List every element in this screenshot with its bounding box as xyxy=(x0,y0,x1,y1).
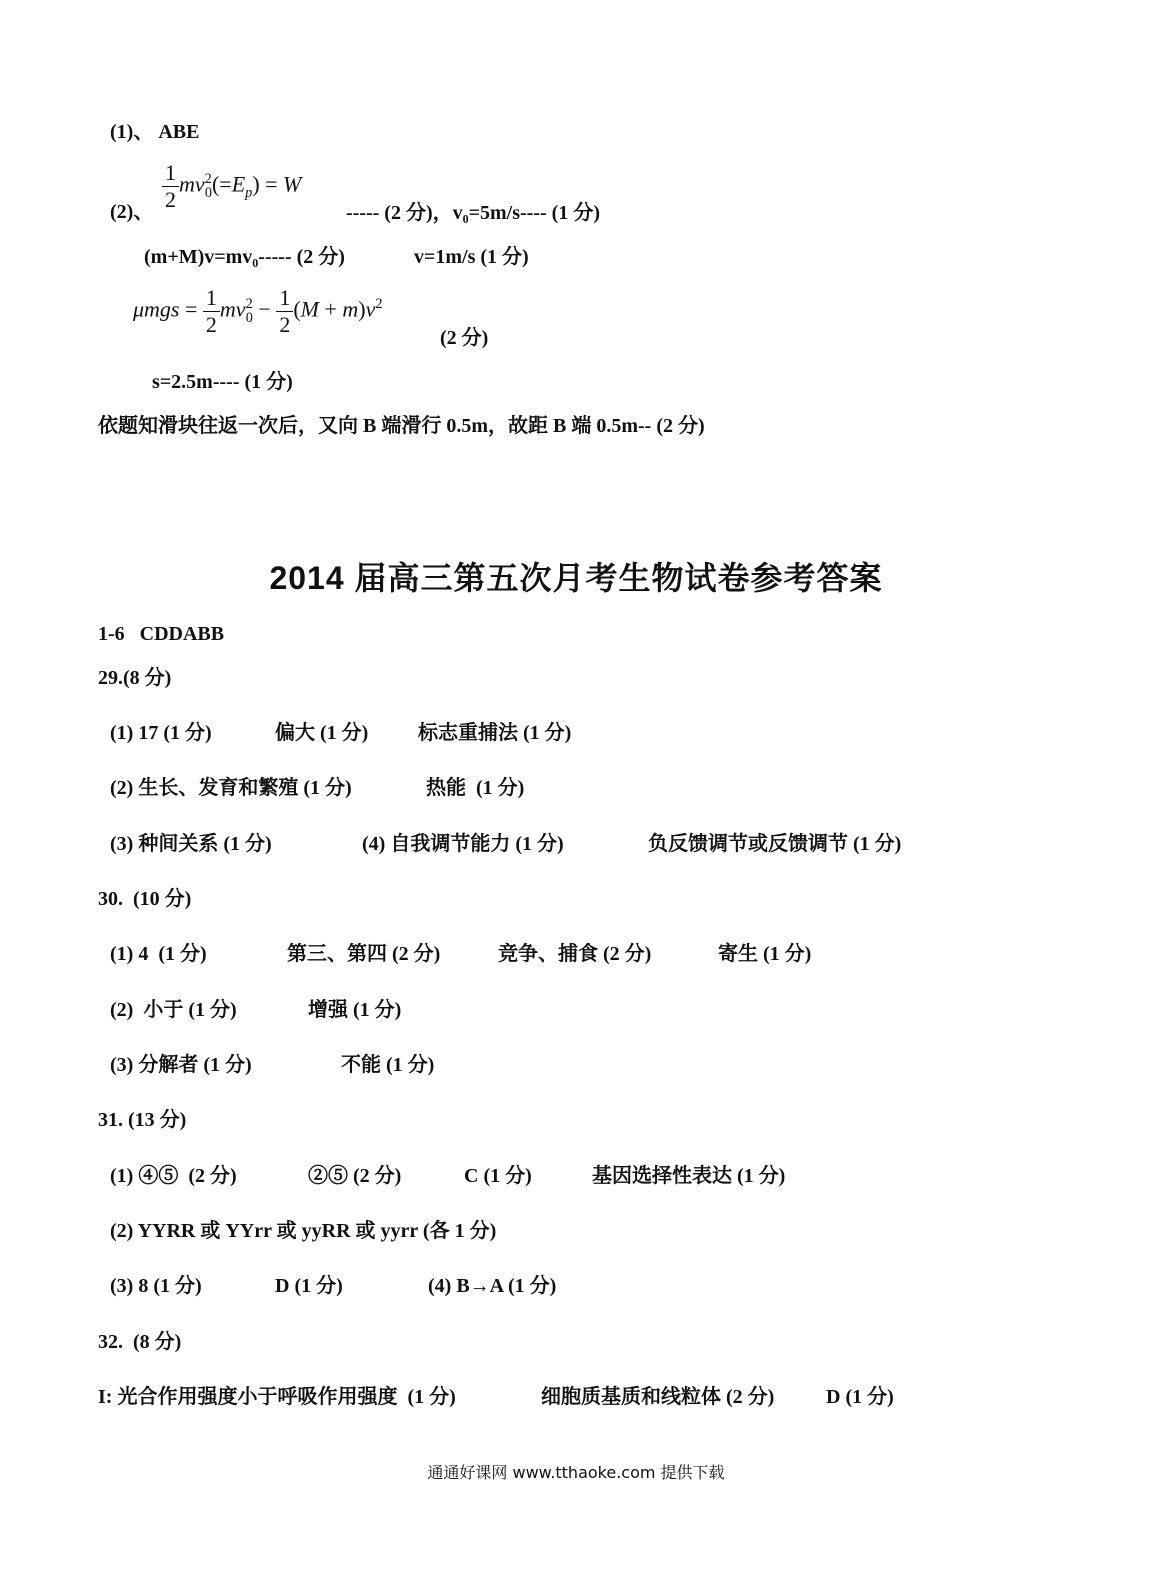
answer-item: (4) B→A (1 分) xyxy=(428,1275,557,1297)
question-number: 29.(8 分) xyxy=(98,667,172,689)
formula-friction-work: μmgs = $\frac{1}{2}$ $mv^2_0$ − $\frac{1}{2}$ $(M + m)v^2$ xyxy=(133,285,383,337)
answer-item: C (1 分) xyxy=(464,1165,532,1187)
answer-item: 热能 (1 分) xyxy=(426,777,525,799)
answer-line: ----- (2 分)，v₀=5m/s---- (1 分) xyxy=(346,202,600,224)
answer-item: (4) 自我调节能力 (1 分) xyxy=(362,833,564,855)
answer-item: (2) 生长、发育和繁殖 (1 分) xyxy=(110,777,352,799)
question-number: 32. (8 分) xyxy=(98,1331,182,1353)
answer-item: (1) 17 (1 分) xyxy=(110,722,212,744)
answer-item: 增强 (1 分) xyxy=(308,999,402,1021)
page-footer: 通通好课网 www.tthaoke.com 提供下载 xyxy=(427,1463,725,1482)
answer-line: 1-6 CDDABB xyxy=(98,623,225,645)
formula-kinetic-energy: $\frac{1}{2}$ $mv^2_0(=E_p) = W$ xyxy=(162,160,301,213)
answer-item: 竞争、捕食 (2 分) xyxy=(498,943,652,965)
answer-item: 第三、第四 (2 分) xyxy=(287,943,441,965)
answer-item: (3) 分解者 (1 分) xyxy=(110,1054,252,1076)
answer-item: (2) 小于 (1 分) xyxy=(110,999,237,1021)
question-number: 30. (10 分) xyxy=(98,888,192,910)
answer-item: (1) 4 (1 分) xyxy=(110,943,207,965)
answer-item: 寄生 (1 分) xyxy=(718,943,812,965)
answer-line: (m+M)v=mv₀----- (2 分) xyxy=(144,246,345,268)
answer-item: 基因选择性表达 (1 分) xyxy=(592,1165,786,1187)
answer-line: v=1m/s (1 分) xyxy=(414,246,529,268)
answer-item: ②⑤ (2 分) xyxy=(308,1165,402,1187)
answer-item: 偏大 (1 分) xyxy=(275,722,369,744)
answer-line: s=2.5m---- (1 分) xyxy=(152,371,293,393)
answer-item: (1) ④⑤ (2 分) xyxy=(110,1165,237,1187)
answer-item: I: 光合作用强度小于呼吸作用强度 (1 分) xyxy=(98,1386,456,1408)
answer-item: 负反馈调节或反馈调节 (1 分) xyxy=(648,833,902,855)
question-number: 31. (13 分) xyxy=(98,1109,187,1131)
answer-label: (2)、 xyxy=(110,201,154,223)
answer-score: (2 分) xyxy=(440,327,489,349)
answer-line: 依题知滑块往返一次后，又向 B 端滑行 0.5m，故距 B 端 0.5m-- (2 分) xyxy=(98,415,705,437)
answer-item: 不能 (1 分) xyxy=(341,1054,435,1076)
answer-line: (1)、 ABE xyxy=(110,121,200,143)
answer-item: 标志重捕法 (1 分) xyxy=(418,722,572,744)
answer-item: (3) 8 (1 分) xyxy=(110,1275,202,1297)
page-title: 2014 届高三第五次月考生物试卷参考答案 xyxy=(269,560,883,596)
answer-item: (2) YYRR 或 YYrr 或 yyRR 或 yyrr (各 1 分) xyxy=(110,1220,497,1242)
answer-item: D (1 分) xyxy=(275,1275,343,1297)
answer-item: (3) 种间关系 (1 分) xyxy=(110,833,272,855)
answer-item: D (1 分) xyxy=(826,1386,894,1408)
answer-item: 细胞质基质和线粒体 (2 分) xyxy=(541,1386,775,1408)
